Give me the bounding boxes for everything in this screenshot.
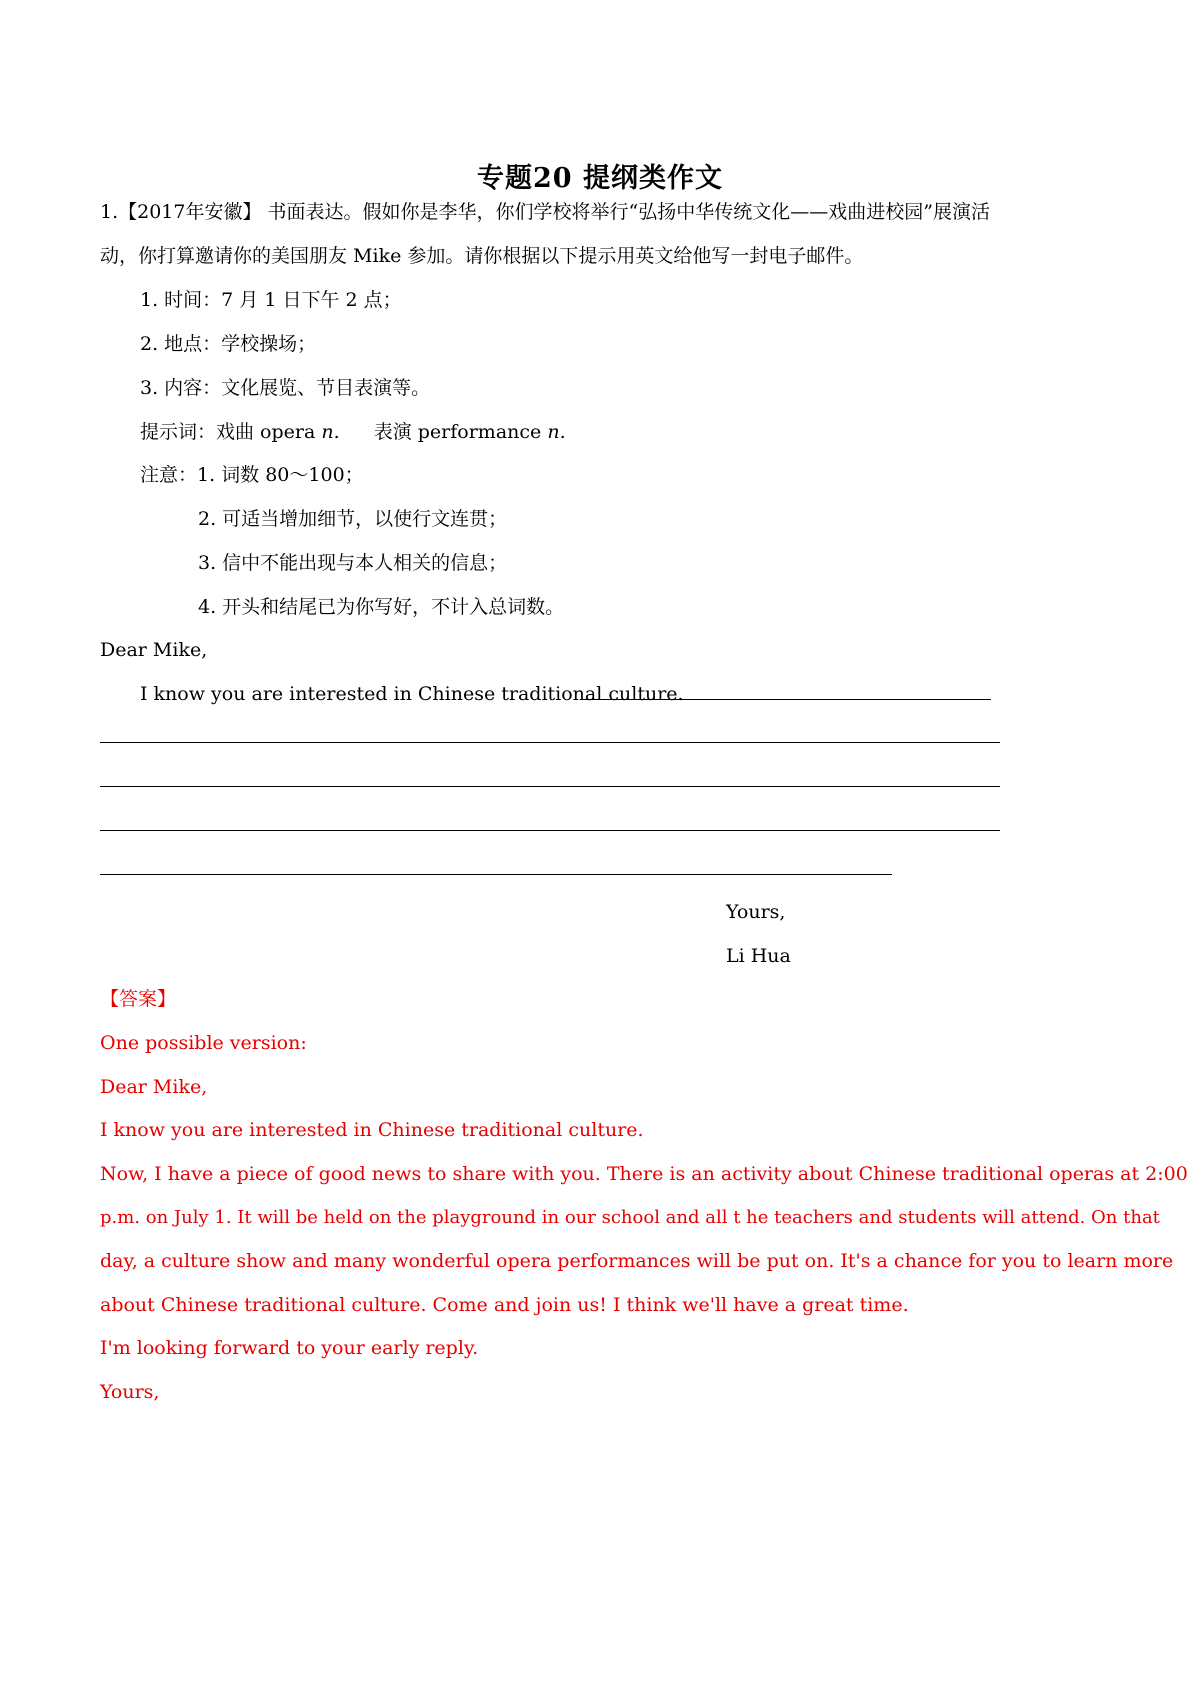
note-2: 2. 可适当增加细节，以使行文连贯； <box>198 508 508 530</box>
hint-mid: 表演 performance <box>373 421 542 443</box>
hint-words <box>140 420 566 444</box>
answer-salutation: Dear Mike, <box>100 1076 208 1098</box>
hint-pos2: n. <box>547 421 566 443</box>
hint-prefix: 提示词：戏曲 opera <box>140 421 316 443</box>
answer-line-3: p.m. on July 1. It will be held on the playground in our school and all t he teachers and students will attend. On that <box>100 1207 1160 1228</box>
hint-pos1: n. <box>321 421 340 443</box>
answer-closing: Yours, <box>100 1381 160 1403</box>
salutation: Dear Mike, <box>100 639 208 661</box>
point-time: 1. 时间：7 月 1 日下午 2 点； <box>140 289 402 311</box>
answer-line-6: I'm looking forward to your early reply. <box>100 1337 479 1359</box>
point-content: 3. 内容：文化展览、节目表演等。 <box>140 377 431 399</box>
letter-signature: Li Hua <box>726 945 791 967</box>
answer-blank-2[interactable] <box>100 742 1000 743</box>
answer-blank-4[interactable] <box>100 830 1000 831</box>
answer-line-5: about Chinese traditional culture. Come and join us! I think we'll have a great time. <box>100 1294 909 1316</box>
answer-blank-1[interactable] <box>581 699 991 700</box>
answer-line-4: day, a culture show and many wonderful opera performances will be put on. It's a chance for you to learn more <box>100 1250 1174 1272</box>
letter-opening: I know you are interested in Chinese traditional culture. <box>140 683 684 705</box>
page-title: 专题20 提纲类作文 <box>477 163 723 194</box>
answer-blank-3[interactable] <box>100 786 1000 787</box>
question-intro-line1: 1.【2017年安徽】 书面表达。假如你是李华，你们学校将举行“弘扬中华传统文化——戏曲进校园”展演活 <box>100 201 990 223</box>
note-1: 1. 词数 80～100； <box>197 464 364 486</box>
note-4: 4. 开头和结尾已为你写好，不计入总词数。 <box>198 596 565 618</box>
notes-prefix: 注意： <box>140 464 198 486</box>
answer-line-2: Now, I have a piece of good news to share with you. There is an activity about Chinese traditional operas at 2:00 <box>100 1163 1188 1185</box>
notes-line1 <box>140 463 364 487</box>
answer-version: One possible version: <box>100 1032 307 1054</box>
answer-blank-5[interactable] <box>100 874 892 875</box>
answer-line-1: I know you are interested in Chinese traditional culture. <box>100 1119 644 1141</box>
note-3: 3. 信中不能出现与本人相关的信息； <box>198 552 508 574</box>
letter-closing: Yours, <box>726 901 786 923</box>
answer-label: 【答案】 <box>100 988 177 1010</box>
point-place: 2. 地点：学校操场； <box>140 333 317 355</box>
question-intro-line2: 动，你打算邀请你的美国朋友 Mike 参加。请你根据以下提示用英文给他写一封电子邮件。 <box>100 245 864 267</box>
